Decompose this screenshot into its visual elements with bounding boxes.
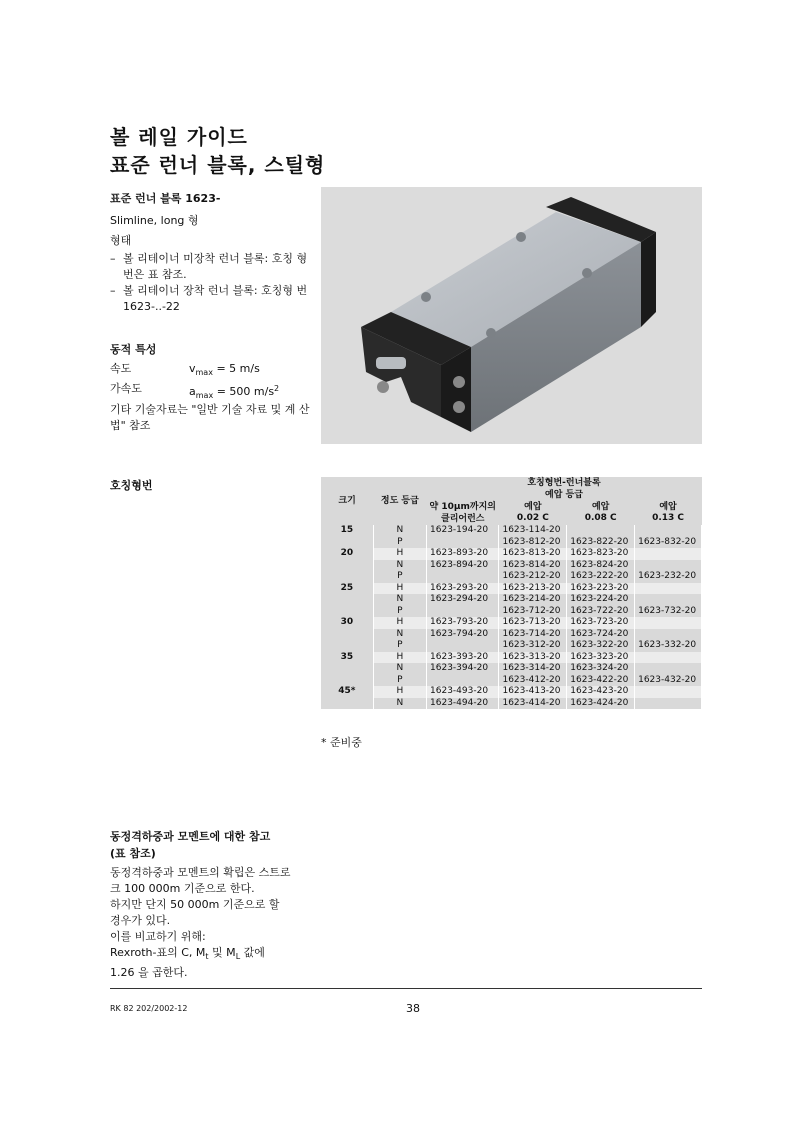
part-number-cell: 1623-314-20 [499, 663, 567, 675]
part-number-cell: 1623-723-20 [567, 617, 635, 629]
part-number-cell: 1623-832-20 [635, 537, 702, 549]
col-preload3-header: 예압 0.13 C [635, 501, 702, 525]
part-number-cell: 1623-722-20 [567, 606, 635, 618]
part-number-cell [635, 583, 702, 595]
part-number-cell [427, 640, 499, 652]
grade-cell: P [373, 537, 426, 549]
table-row [321, 663, 702, 675]
part-number-cell: 1623-393-20 [427, 652, 499, 664]
table-row [321, 548, 702, 560]
product-heading: 표준 런너 블록 1623- [110, 192, 221, 205]
table-row [321, 698, 702, 710]
col-clearance-header: 약 10µm까지의 클리어런스 [427, 501, 499, 525]
part-number-cell: 1623-222-20 [567, 571, 635, 583]
part-number-cell: 1623-814-20 [499, 560, 567, 572]
part-number-table [321, 477, 702, 709]
grade-cell: N [373, 594, 426, 606]
grade-cell: H [373, 686, 426, 698]
table-row [321, 537, 702, 549]
type-label: 형태 [110, 234, 132, 247]
grade-cell: P [373, 675, 426, 687]
table-row [321, 686, 702, 698]
part-number-cell [635, 629, 702, 641]
runner-block-image [321, 187, 702, 444]
part-number-cell: 1623-793-20 [427, 617, 499, 629]
part-numbers-heading: 호칭형번 [110, 479, 153, 492]
grade-cell: N [373, 629, 426, 641]
doc-id: RK 82 202/2002-12 [110, 1004, 188, 1013]
part-number-cell [635, 652, 702, 664]
load-note-heading: 동정격하중과 모멘트에 대한 참고 [110, 830, 271, 843]
product-photo [321, 187, 702, 444]
part-number-cell: 1623-212-20 [499, 571, 567, 583]
table-row [321, 617, 702, 629]
grade-cell: P [373, 640, 426, 652]
part-number-cell: 1623-414-20 [499, 698, 567, 710]
footer-rule [110, 988, 702, 989]
grade-cell: N [373, 525, 426, 537]
part-number-cell: 1623-323-20 [567, 652, 635, 664]
size-cell: 15 [321, 525, 373, 537]
part-number-cell: 1623-223-20 [567, 583, 635, 595]
part-number-cell: 1623-312-20 [499, 640, 567, 652]
part-number-cell [635, 617, 702, 629]
table-row [321, 640, 702, 652]
load-note-heading-2: (표 참조) [110, 847, 156, 860]
part-number-cell [427, 537, 499, 549]
part-number-cell: 1623-494-20 [427, 698, 499, 710]
part-number-cell: 1623-322-20 [567, 640, 635, 652]
part-number-cell [635, 548, 702, 560]
table-row [321, 675, 702, 687]
part-number-cell: 1623-822-20 [567, 537, 635, 549]
part-number-cell [427, 606, 499, 618]
bullet-list [110, 251, 315, 315]
table-footnote: * 준비중 [321, 736, 362, 749]
table-row [321, 594, 702, 606]
part-number-cell: 1623-894-20 [427, 560, 499, 572]
part-number-cell: 1623-422-20 [567, 675, 635, 687]
part-number-cell: 1623-423-20 [567, 686, 635, 698]
page-number: 38 [406, 1002, 420, 1015]
grade-cell: P [373, 571, 426, 583]
part-number-cell: 1623-213-20 [499, 583, 567, 595]
part-number-cell: 1623-493-20 [427, 686, 499, 698]
grade-cell: H [373, 548, 426, 560]
dynamics-heading: 동적 특성 [110, 343, 157, 356]
part-number-cell: 1623-394-20 [427, 663, 499, 675]
part-number-cell [427, 675, 499, 687]
table-row [321, 525, 702, 537]
table-row [321, 606, 702, 618]
col-preload2-header: 예압 0.08 C [567, 501, 635, 525]
col-size-header: 크기 [321, 477, 373, 525]
table-row [321, 560, 702, 572]
part-number-cell: 1623-824-20 [567, 560, 635, 572]
part-number-cell: 1623-893-20 [427, 548, 499, 560]
part-number-cell: 1623-332-20 [635, 640, 702, 652]
part-number-cell: 1623-413-20 [499, 686, 567, 698]
part-number-cell: 1623-224-20 [567, 594, 635, 606]
part-number-cell [567, 525, 635, 537]
part-number-cell: 1623-713-20 [499, 617, 567, 629]
size-cell: 45* [321, 675, 373, 710]
dynamics-note: 기타 기술자료는 "일반 기술 자료 및 계 산법" 참조 [110, 403, 310, 432]
part-number-cell: 1623-732-20 [635, 606, 702, 618]
speed-value: $v_{max} = 5$ m/s [189, 362, 260, 377]
col-preload1-header: 예압 0.02 C [499, 501, 567, 525]
part-number-cell: 1623-194-20 [427, 525, 499, 537]
accel-value: $a_{max} = 500$ $m/s^2$ [189, 384, 280, 400]
part-number-cell: 1623-813-20 [499, 548, 567, 560]
part-number-cell: 1623-412-20 [499, 675, 567, 687]
page-title: 볼 레일 가이드 [110, 125, 248, 149]
part-number-cell [635, 663, 702, 675]
page-subtitle: 표준 런너 블록, 스틸형 [110, 153, 326, 177]
part-number-cell [635, 698, 702, 710]
part-number-cell [635, 525, 702, 537]
part-number-rows [321, 525, 702, 709]
part-number-cell: 1623-313-20 [499, 652, 567, 664]
size-cell: 25 [321, 571, 373, 606]
part-number-cell: 1623-424-20 [567, 698, 635, 710]
part-number-cell [427, 571, 499, 583]
part-number-cell: 1623-324-20 [567, 663, 635, 675]
part-number-cell: 1623-294-20 [427, 594, 499, 606]
part-number-cell: 1623-714-20 [499, 629, 567, 641]
part-number-cell [635, 686, 702, 698]
part-number-cell: 1623-432-20 [635, 675, 702, 687]
part-number-cell: 1623-293-20 [427, 583, 499, 595]
part-number-cell: 1623-823-20 [567, 548, 635, 560]
grade-cell: N [373, 698, 426, 710]
grade-cell: H [373, 652, 426, 664]
load-note-body: 동정격하중과 모멘트의 확립은 스트로 크 100 000m 기준으로 한다. 하지만 단지 50 000m 기준으로 할 경우가 있다. 이를 비교하기 위해: Rexroth-표의 C, $M_t$ 및 $M_L$ 값에 1.26 을 곱한다. [110, 866, 291, 979]
bullet-item: – 볼 리테이너 장착 런너 블록: 호칭형 번 1623-..-22 [110, 284, 308, 313]
accel-label: 가속도 [110, 382, 142, 395]
speed-label: 속도 [110, 362, 132, 375]
size-cell: 35 [321, 640, 373, 675]
part-number-cell: 1623-114-20 [499, 525, 567, 537]
table-row [321, 583, 702, 595]
part-number-cell: 1623-214-20 [499, 594, 567, 606]
grade-cell: N [373, 663, 426, 675]
part-number-cell [635, 594, 702, 606]
bullet-item: – 볼 리테이너 미장착 런너 블록: 호칭 형번은 표 참조. [110, 252, 308, 281]
col-grade-header: 정도 등급 [373, 477, 426, 525]
part-number-cell: 1623-794-20 [427, 629, 499, 641]
size-cell: 20 [321, 537, 373, 572]
grade-cell: N [373, 560, 426, 572]
product-subheading: Slimline, long 형 [110, 214, 199, 227]
part-number-cell: 1623-232-20 [635, 571, 702, 583]
grade-cell: H [373, 583, 426, 595]
part-number-cell: 1623-724-20 [567, 629, 635, 641]
table-row [321, 571, 702, 583]
part-number-cell: 1623-812-20 [499, 537, 567, 549]
col-group-header: 호칭형번-런너블록 예압 등급 [427, 477, 702, 501]
part-number-cell: 1623-712-20 [499, 606, 567, 618]
table-row [321, 652, 702, 664]
size-cell: 30 [321, 606, 373, 641]
part-number-cell [635, 560, 702, 572]
grade-cell: P [373, 606, 426, 618]
grade-cell: H [373, 617, 426, 629]
table-row [321, 629, 702, 641]
